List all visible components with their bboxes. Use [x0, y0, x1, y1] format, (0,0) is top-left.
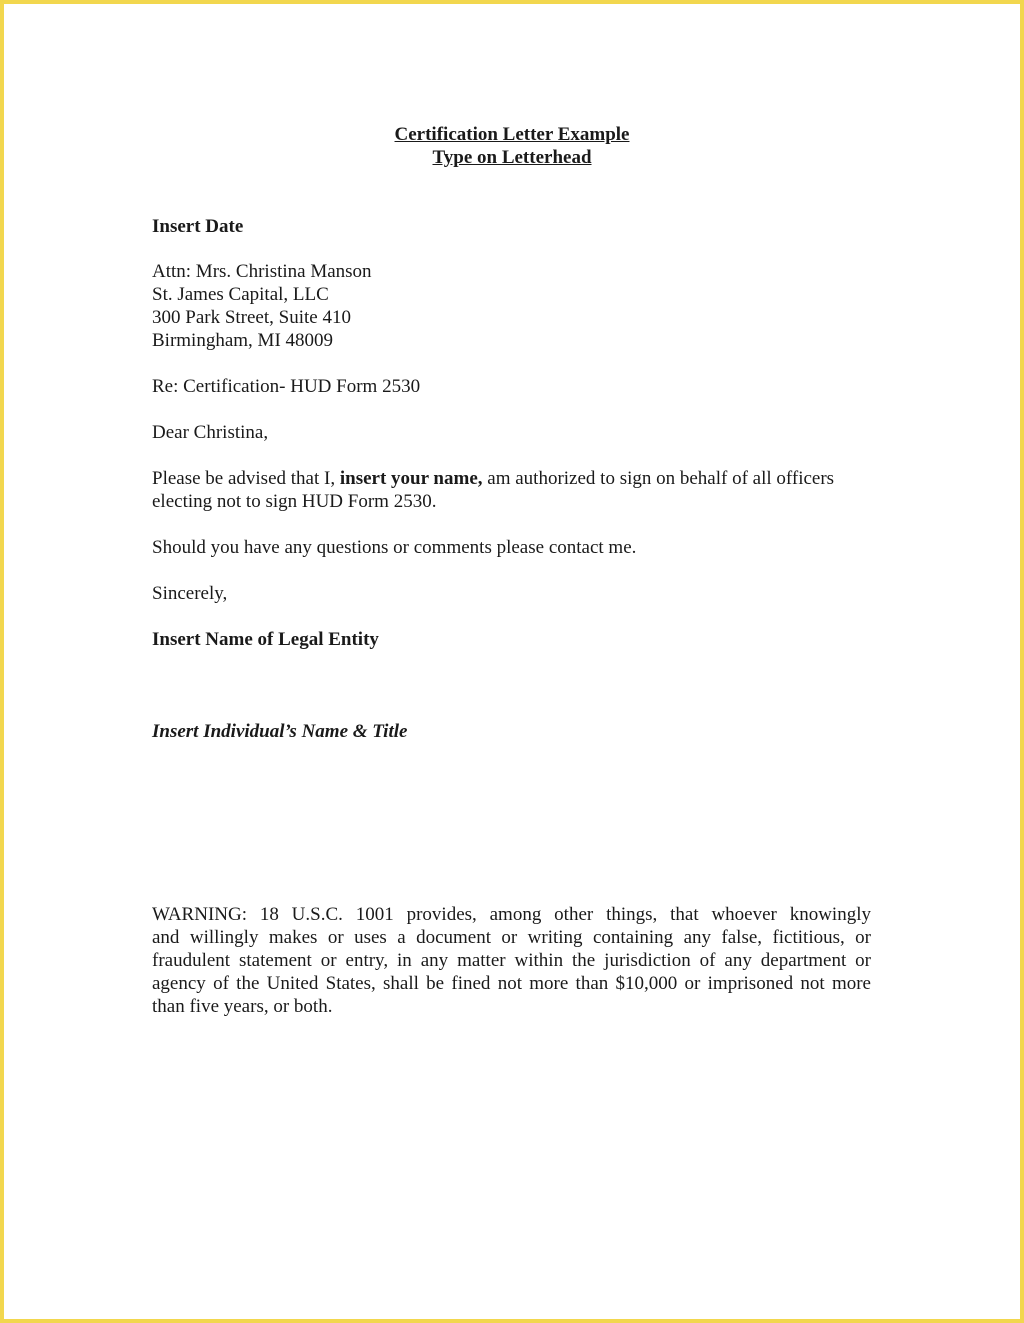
warning-paragraph — [152, 903, 871, 1018]
para1-text-start: Please be advised that I, — [152, 468, 340, 489]
letter-page — [4, 4, 1020, 1319]
letter-subtitle: Type on Letterhead — [432, 147, 592, 168]
warning-line: WARNING: 18 U.S.C. 1001 provides, among other things, that whoever knowingly — [152, 904, 871, 925]
body-paragraph-1-line-2: electing not to sign HUD Form 2530. — [152, 491, 437, 512]
salutation: Dear Christina, — [152, 422, 269, 443]
legal-entity-placeholder: Insert Name of Legal Entity — [152, 629, 379, 650]
signer-placeholder: Insert Individual’s Name & Title — [152, 721, 408, 742]
address-line-attn: Attn: Mrs. Christina Manson — [152, 261, 372, 282]
warning-line: than five years, or both. — [152, 996, 333, 1017]
address-line-company: St. James Capital, LLC — [152, 284, 329, 305]
letter-title: Certification Letter Example — [394, 124, 630, 145]
warning-line: agency of the United States, shall be fined not more than $10,000 or imprisoned not more — [152, 973, 871, 994]
name-placeholder: insert your name, — [339, 468, 483, 489]
warning-line: and willingly makes or uses a document or writing containing any false, fictitious, or — [152, 927, 871, 948]
address-line-city: Birmingham, MI 48009 — [152, 330, 334, 351]
address-line-street: 300 Park Street, Suite 410 — [152, 307, 351, 328]
closing: Sincerely, — [152, 583, 228, 604]
re-line: Re: Certification- HUD Form 2530 — [152, 376, 421, 397]
date-placeholder: Insert Date — [152, 216, 244, 237]
body-paragraph-1-line-1 — [152, 467, 834, 490]
warning-line: fraudulent statement or entry, in any matter within the jurisdiction of any department or — [152, 950, 871, 971]
body-paragraph-2: Should you have any questions or comments please contact me. — [152, 537, 637, 558]
para1-text-end: am authorized to sign on behalf of all officers — [482, 468, 835, 489]
